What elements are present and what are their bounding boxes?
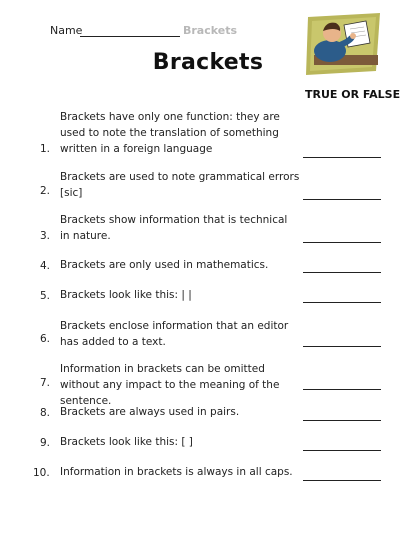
header-topic: Brackets (183, 24, 238, 37)
true-or-false-label: TRUE OR FALSE (305, 88, 401, 101)
question-6-text: Brackets enclose information that an editor has added to a text. (60, 320, 289, 348)
question-7-answer-line[interactable] (303, 389, 381, 390)
question-10-answer-line[interactable] (303, 480, 381, 481)
question-10-text: Information in brackets is always in all caps. (60, 466, 293, 478)
page-title: Brackets (152, 50, 264, 75)
question-3-number: 3. (40, 230, 51, 242)
question-6-number: 6. (40, 333, 51, 345)
name-label: Name (50, 24, 83, 37)
question-4-answer-line[interactable] (303, 272, 381, 273)
question-7-number: 7. (40, 377, 51, 389)
question-2-answer-line[interactable] (303, 199, 381, 200)
question-1-number: 1. (40, 143, 51, 155)
question-5-number: 5. (40, 290, 51, 302)
question-8-number: 8. (40, 407, 51, 419)
question-2-number: 2. (40, 185, 51, 197)
question-9-answer-line[interactable] (303, 450, 381, 451)
question-2-text: Brackets are used to note grammatical errors [sic] (60, 171, 300, 199)
question-3-text: Brackets show information that is technical in nature. (60, 214, 288, 242)
question-1-text: Brackets have only one function: they are used to note the translation of something written in a foreign language (60, 111, 280, 155)
question-10-number: 10. (33, 467, 50, 479)
question-1-answer-line[interactable] (303, 157, 381, 158)
question-9-number: 9. (40, 437, 51, 449)
question-5-answer-line[interactable] (303, 302, 381, 303)
question-5-text: Brackets look like this: | | (60, 289, 192, 301)
question-8-text: Brackets are always used in pairs. (60, 406, 240, 418)
question-4-text: Brackets are only used in mathematics. (60, 259, 269, 271)
question-9-text: Brackets look like this: [ ] (60, 436, 193, 448)
question-8-answer-line[interactable] (303, 420, 381, 421)
question-4-number: 4. (40, 260, 51, 272)
name-field-line[interactable] (80, 36, 180, 37)
question-3-answer-line[interactable] (303, 242, 381, 243)
question-7-text: Information in brackets can be omitted without any impact to the meaning of the sentence. (60, 363, 280, 407)
question-6-answer-line[interactable] (303, 346, 381, 347)
